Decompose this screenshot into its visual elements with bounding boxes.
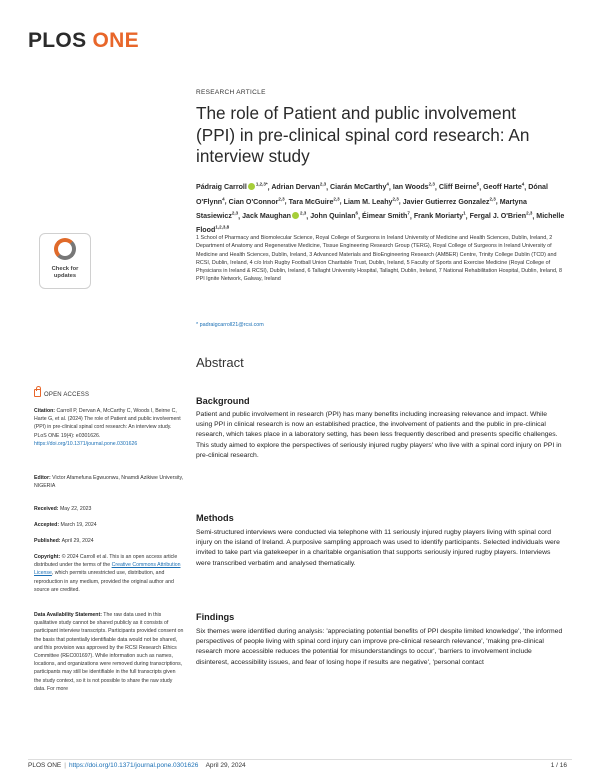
author-name: Dónal O'Flynn$^4$ [196, 183, 548, 206]
journal-logo[interactable] [28, 29, 139, 53]
accepted-block [34, 521, 184, 529]
updates-icon [54, 238, 76, 260]
logo-plos: PLOS [28, 29, 87, 52]
received-block [34, 505, 184, 513]
background-text: Patient and public involvement in research (PPI) has many benefits including increasing relevance and impact. While using PPI in clinical research is now an established practice, the involvement of patients and the public in pre-clinical research, which takes place in a laboratory setting, has been less frequently described and presents specific challenges. This study aimed to explore the perspectives of seriously injured rugby players' who live with a spinal cord injury on PPI in pre-clinical research. [196, 411, 562, 459]
footer-date: April 29, 2024 [205, 762, 246, 769]
check-for-updates-badge[interactable] [39, 233, 91, 289]
accepted-date: March 19, 2024 [60, 522, 97, 528]
citation-doi-link[interactable]: https://doi.org/10.1371/journal.pone.0301626 [34, 440, 138, 447]
copyright-text: © 2024 Carroll et al. This is an open access article distributed under the terms of the [34, 554, 178, 569]
published-label: Published: [34, 538, 61, 544]
corresponding-email-link[interactable]: * padraigcarroll21@rcsi.com [196, 322, 264, 328]
author-name: Liam M. Leahy$^{2,3}$ [343, 196, 399, 206]
author-name: Fergal J. O'Brien$^{2,3}$ [469, 210, 533, 221]
copyright-text-end: , which permits unrestricted use, distribution, and reproduction in any medium, provided the original author and source are credited. [34, 570, 174, 593]
affiliations: 1 School of Pharmacy and Biomolecular Science, Royal College of Surgeons in Ireland University of Medicine and Health Sciences, Dublin, Ireland, 2 Department of Anatomy and Regenerative Medicine, Tissue Engineering Research Group (TERG), Royal College of Surgeons in Ireland University of Medicine and Health Sciences, Dublin, Ireland, 3 Advanced Materials and BioEngineering Research (AMBER) Centre, Trinity College Dublin (TCD) and RCSI, Dublin, Ireland, 4 c/o Irish Rugby Football Union Charitable Trust, Dublin, Ireland, 5 Faculty of Sports and Exercise Medicine (Royal College of Physicians in Ireland & RCSI), Dublin, Ireland, 6 Tallaght University Hospital, Tallaght, Dublin, Ireland, 7 National Rehabilitation Hospital, Dublin, Ireland, 8 PPI Ignite Network, Galway, Ireland [196, 235, 562, 283]
author-name: Martyna Stasiewicz$^{2,3}$ [196, 197, 527, 221]
editor-label: Editor: [34, 475, 51, 481]
background-heading: Background [196, 396, 250, 406]
open-access-text: OPEN ACCESS [44, 392, 90, 398]
author-name: Cliff Beirne$^5$ [438, 182, 480, 192]
article-type: RESEARCH ARTICLE [196, 89, 266, 96]
author-name: Ian Woods$^{2,3}$ [392, 182, 435, 192]
findings-text: Six themes were identified during analysis: 'appreciating potential benefits of PPI despite limited knowledge', 'the informed perspectives of people living with spinal cord injury can improve pre-clinical research relevance', 'making pre-clinical research more accessible reduces the potential for misunderstandings to occur', 'barriers to involvement include disinterest, accessibility issues, and fear of losing hope if results are negative', 'personal contact [196, 628, 563, 666]
data-availability-label: Data Availability Statement: [34, 612, 102, 618]
author-name: Éimear Smith$^7$ [362, 210, 410, 221]
footer-doi-link[interactable]: https://doi.org/10.1371/journal.pone.0301626 [68, 762, 199, 769]
author-name: Jack Maughan $^{2,3}$ [242, 210, 307, 221]
author-list: Pádraig Carroll $^{1,2,3*}$, Adrian Dervan$^{2,3}$, Ciarán McCarthy$^4$, Ian Woods$^{2,3}$, Cliff Beirne$^5$, Geoff Harte$^4$, Dónal O'Flynn$^4$, Cian O'Connor$^{2,3}$, Tara McGuire$^{2,3}$, Liam M. Leahy$^{2,3}$, Javier Gutierrez Gonzalez$^{2,3}$, Martyna Stasiewicz$^{2,3}$, Jack Maughan $^{2,3}$, John Quinlan$^6$, Éimear Smith$^7$, Frank Moriarty$^1$, Fergal J. O'Brien$^{2,3}$, Michelle Flood$^{1,2,3,8}$ [196, 182, 565, 235]
badge-line-2: updates [53, 273, 77, 279]
published-block [34, 537, 184, 545]
article-title: The role of Patient and public involvement (PPI) in pre-clinical spinal cord research: An interview study [196, 103, 530, 166]
citation-block [34, 407, 184, 448]
author-name: John Quinlan$^6$ [310, 210, 359, 221]
footer-divider [28, 759, 572, 760]
citation-text: Carroll P, Dervan A, McCarthy C, Woods I, Beirne C, Harte G, et al. (2024) The role of Patient and public involvement (PPI) in pre-clinical spinal cord research: An interview study. PLoS ONE 19(4): e0301626. [34, 408, 181, 439]
editor-text: Victor Afamefuna Egwuonwu, Nnamdi Azikiwe University, NIGERIA [34, 475, 184, 490]
orcid-icon[interactable] [248, 183, 255, 190]
author-name: Pádraig Carroll $^{1,2,3*}$ [196, 182, 268, 192]
badge-line-1: Check for [51, 266, 79, 272]
cc-license-link[interactable]: Creative Commons Attribution License [34, 562, 181, 577]
orcid-icon[interactable] [292, 212, 299, 219]
page-number: 1 / 16 [550, 762, 567, 769]
author-name: Tara McGuire$^{2,3}$ [288, 196, 340, 206]
author-name: Javier Gutierrez Gonzalez$^{2,3}$ [402, 196, 496, 206]
open-lock-icon [34, 389, 41, 397]
data-availability-block [34, 611, 184, 693]
methods-heading: Methods [196, 513, 234, 523]
findings-heading: Findings [196, 612, 235, 622]
author-name: Adrian Dervan$^{2,3}$ [271, 182, 327, 192]
footer-journal: PLOS ONE [28, 762, 62, 769]
copyright-label: Copyright: [34, 554, 61, 560]
abstract-heading: Abstract [196, 355, 244, 370]
received-date: May 22, 2023 [59, 506, 92, 512]
copyright-block [34, 553, 184, 594]
footer: PLOS ONE | https://doi.org/10.1371/journal.pone.0301626 April 29, 2024 [28, 762, 246, 769]
author-name: Michelle Flood$^{1,2,3,8}$ [196, 212, 565, 235]
author-name: Cian O'Connor$^{2,3}$ [228, 196, 285, 206]
published-date: April 29, 2024 [61, 538, 94, 544]
author-name: Frank Moriarty$^1$ [413, 210, 466, 221]
accepted-label: Accepted: [34, 522, 60, 528]
received-label: Received: [34, 506, 59, 512]
citation-label: Citation: [34, 408, 56, 414]
author-name: Ciarán McCarthy$^4$ [330, 182, 389, 192]
logo-one: ONE [92, 29, 139, 52]
open-access-label [34, 389, 89, 398]
author-name: Geoff Harte$^4$ [483, 182, 525, 192]
editor-block [34, 474, 184, 490]
data-availability-text: The raw data used in this qualitative study cannot be shared publicly as it consists of participant interview transcripts. Participants provided consent on the basis that potentially identifiable data would not be shared, and this provision was approved by the RCSI Research Ethics Committee (REC001697). While information such as names, locations, and organizations were removed during transcriptions, participants may still be identifiable in the full transcripts given the study context, so it is not possible to share the raw study data. For more [34, 612, 184, 692]
methods-text: Semi-structured interviews were conducted via telephone with 11 seriously injured rugby players living with spinal cord injury on the island of Ireland. A purposive sampling approach was used to identify participants. Selected individuals were invited to take part via gatekeeper in a charitable organisation that supports seriously injured rugby players. Interviews were transcribed verbatim and analysed thematically. [196, 529, 560, 567]
badge-label [40, 266, 90, 280]
